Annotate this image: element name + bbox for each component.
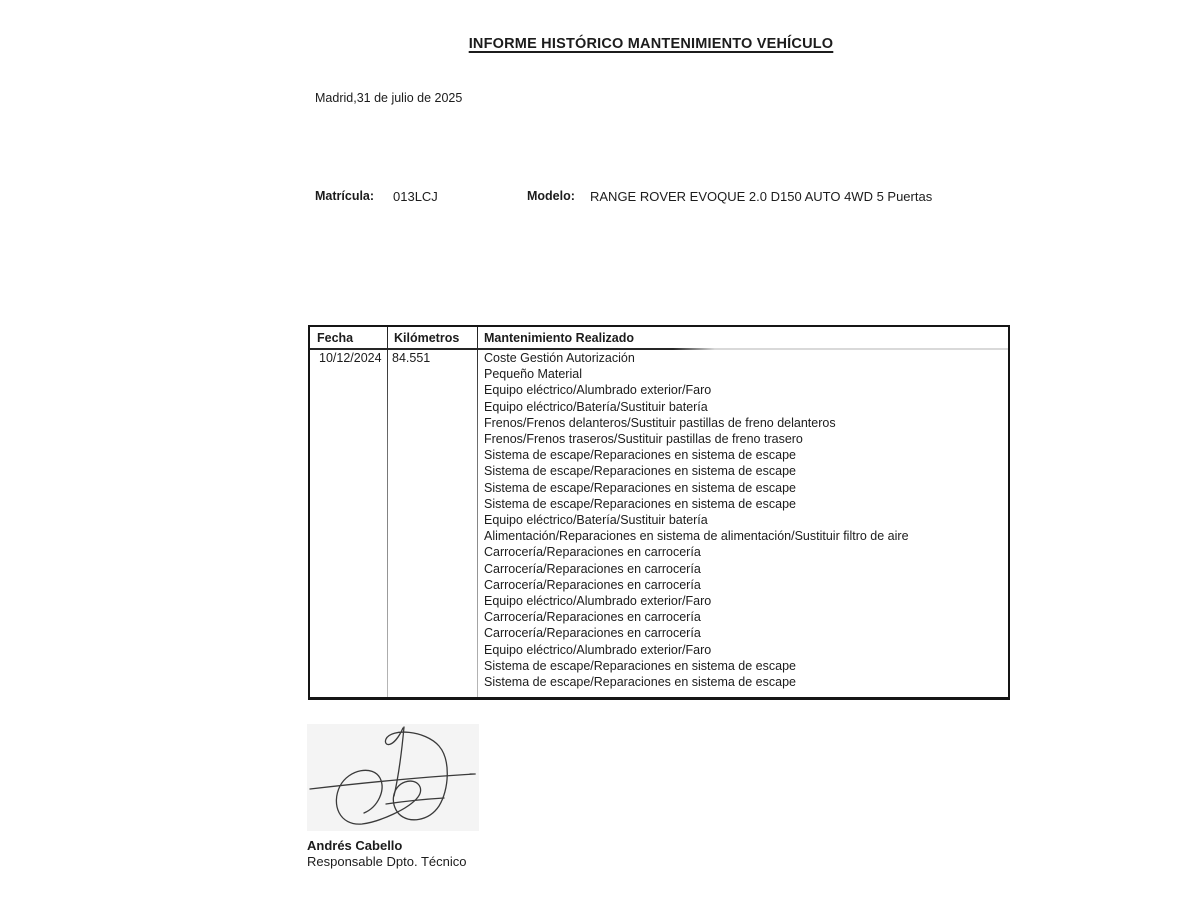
maintenance-item: Carrocería/Reparaciones en carrocería — [484, 561, 701, 576]
maintenance-item: Frenos/Frenos traseros/Sustituir pastillas de freno trasero — [484, 432, 803, 447]
column-header-fecha: Fecha — [317, 331, 354, 345]
maintenance-item: Sistema de escape/Reparaciones en sistema de escape — [484, 448, 796, 463]
maintenance-item: Equipo eléctrico/Alumbrado exterior/Faro — [484, 594, 712, 609]
signature-image — [307, 724, 479, 831]
maintenance-item: Pequeño Material — [484, 367, 582, 382]
column-divider — [477, 327, 478, 697]
matricula-label: Matrícula: — [315, 189, 375, 203]
matricula-value: 013LCJ — [393, 189, 438, 204]
modelo-value: RANGE ROVER EVOQUE 2.0 D150 AUTO 4WD 5 Puertas — [590, 189, 933, 204]
maintenance-item: Equipo eléctrico/Batería/Sustituir batería — [484, 513, 708, 528]
maintenance-item: Carrocería/Reparaciones en carrocería — [484, 545, 701, 560]
modelo-label: Modelo: — [527, 189, 575, 203]
column-header-kilometros: Kilómetros — [394, 331, 460, 345]
document-title: INFORME HISTÓRICO MANTENIMIENTO VEHÍCULO — [468, 36, 834, 52]
maintenance-item: Sistema de escape/Reparaciones en sistema de escape — [484, 496, 796, 511]
maintenance-table — [308, 325, 1010, 700]
kilometros-cell: 84.551 — [392, 351, 431, 365]
maintenance-item: Equipo eléctrico/Alumbrado exterior/Faro — [484, 383, 712, 398]
maintenance-item: Sistema de escape/Reparaciones en sistema de escape — [484, 464, 796, 479]
signer-name: Andrés Cabello — [307, 838, 403, 853]
maintenance-item: Sistema de escape/Reparaciones en sistema de escape — [484, 480, 796, 495]
place-label: Madrid, — [315, 91, 357, 105]
maintenance-item: Carrocería/Reparaciones en carrocería — [484, 577, 701, 592]
signature-scribble-icon — [307, 724, 479, 831]
column-header-mantenimiento: Mantenimiento Realizado — [484, 331, 635, 345]
date-line — [315, 91, 462, 105]
maintenance-items — [484, 350, 909, 690]
date-value: 31 de julio de 2025 — [356, 91, 463, 105]
maintenance-item: Carrocería/Reparaciones en carrocería — [484, 610, 701, 625]
signer-role: Responsable Dpto. Técnico — [307, 854, 467, 869]
fecha-cell: 10/12/2024 — [319, 351, 382, 365]
maintenance-item: Coste Gestión Autorización — [484, 351, 635, 365]
maintenance-item: Alimentación/Reparaciones en sistema de alimentación/Sustituir filtro de aire — [484, 529, 909, 544]
maintenance-item: Equipo eléctrico/Alumbrado exterior/Faro — [484, 642, 712, 657]
maintenance-item: Sistema de escape/Reparaciones en sistema de escape — [484, 675, 796, 690]
column-divider — [387, 327, 388, 697]
maintenance-item: Carrocería/Reparaciones en carrocería — [484, 626, 701, 641]
maintenance-item: Sistema de escape/Reparaciones en sistema de escape — [484, 658, 796, 673]
maintenance-item: Frenos/Frenos delanteros/Sustituir pastillas de freno delanteros — [484, 415, 836, 430]
vehicle-meta-row — [0, 189, 1200, 205]
maintenance-item: Equipo eléctrico/Batería/Sustituir batería — [484, 399, 708, 414]
